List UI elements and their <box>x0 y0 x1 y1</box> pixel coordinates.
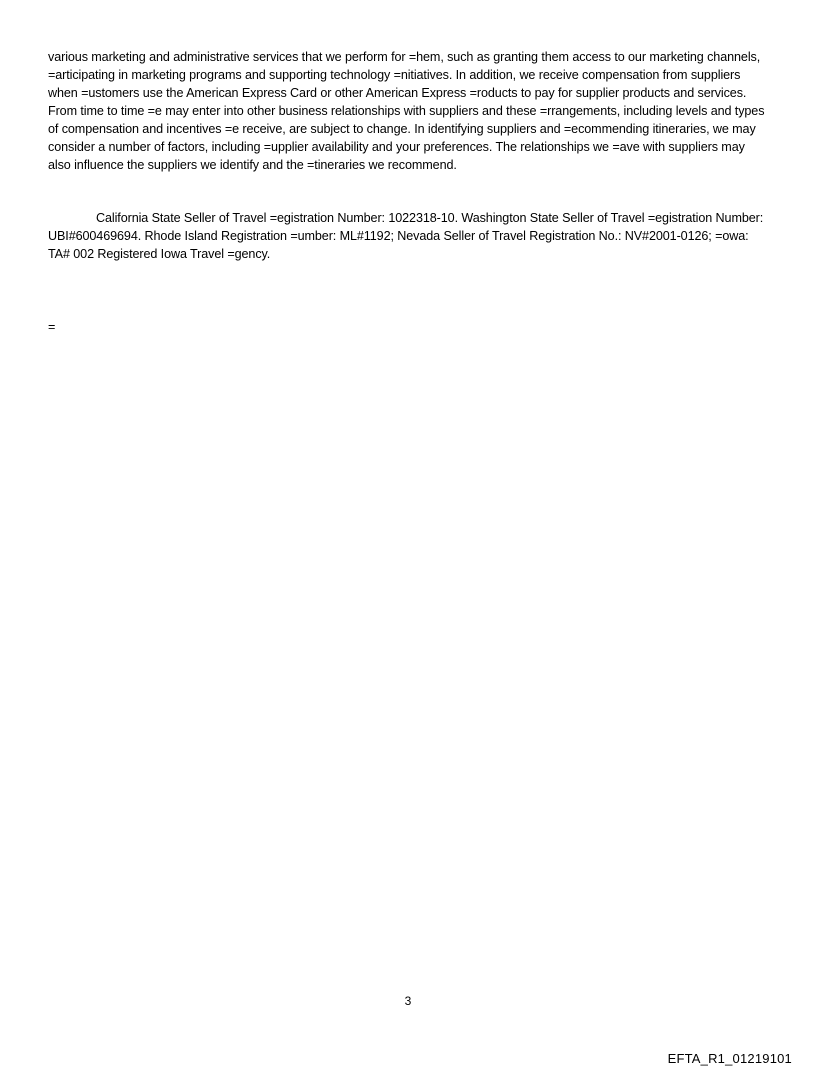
stray-equals-mark: = <box>48 320 56 334</box>
document-id: EFTA_R1_01219101 <box>667 1051 792 1066</box>
page-number: 3 <box>404 994 412 1008</box>
paragraph-supplier-relationships: various marketing and administrative services that we perform for =hem, such as granting them access to our marketing channels, =articipating in marketing programs and supporting technology =nitiatives. In addition, we receive compensation from suppliers when =ustomers use the American Express Card or other American Express =roducts to pay for supplier products and services. From time to time =e may enter into other business relationships with suppliers and these =rrangements, including levels and types of compensation and incentives =e receive, are subject to change. In identifying suppliers and =ecommending itineraries, we may consider a number of factors, including =upplier availability and your preferences. The relationships we =ave with suppliers may also influence the suppliers we identify and the =tineraries we recommend. <box>48 50 765 172</box>
paragraph-registration-numbers: California State Seller of Travel =egistration Number: 1022318-10. Washington State Seller of Travel =egistration Number: UBI#600469694. Rhode Island Registration =umber: ML#1192; Nevada Seller of Travel Registration No.: NV#2001-0126; =owa: TA# 002 Registered Iowa Travel =gency. <box>48 211 764 261</box>
